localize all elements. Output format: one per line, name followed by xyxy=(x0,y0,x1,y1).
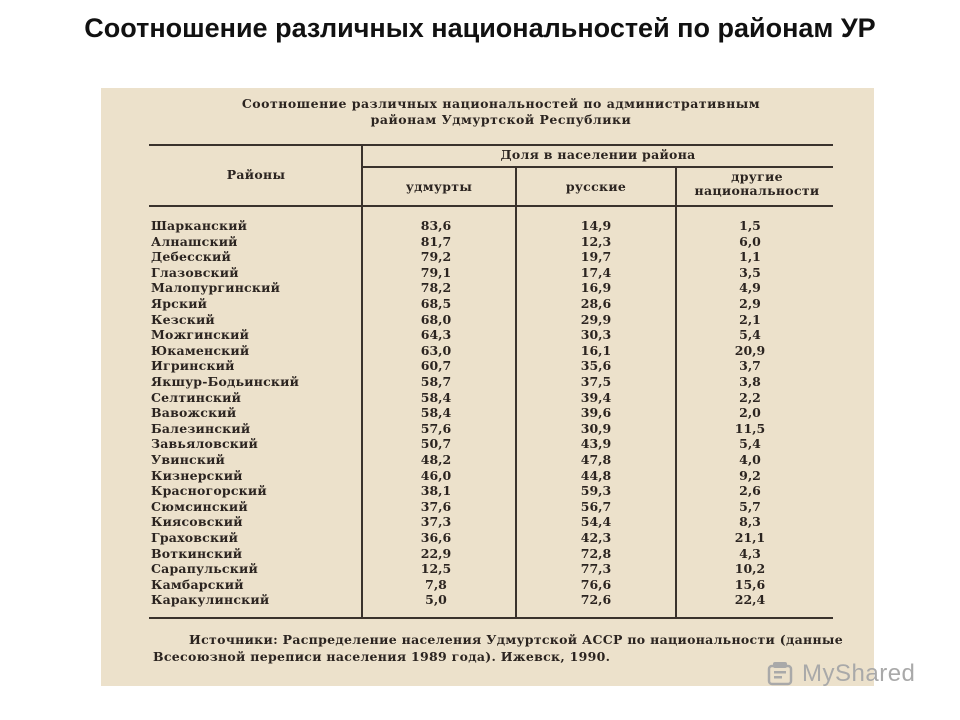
udmurts-share: 60,7 xyxy=(420,358,452,374)
other-share: 4,9 xyxy=(739,280,761,296)
russians-share: 16,1 xyxy=(580,342,612,358)
udmurts-share: 79,1 xyxy=(420,264,452,280)
udmurts-share: 46,0 xyxy=(420,467,452,483)
other-share: 6,0 xyxy=(739,233,761,249)
udmurts-share: 7,8 xyxy=(425,576,447,592)
russians-share: 14,9 xyxy=(580,218,612,233)
russians-share: 44,8 xyxy=(580,467,612,483)
other-share: 9,2 xyxy=(739,467,761,483)
other-share: 5,4 xyxy=(739,327,761,343)
other-share: 20,9 xyxy=(734,342,766,358)
district-name: Кезский xyxy=(151,311,215,327)
other-share: 2,2 xyxy=(739,389,761,405)
udmurts-share: 36,6 xyxy=(420,530,452,545)
district-name: Ярский xyxy=(151,296,208,311)
district-name: Юкаменский xyxy=(151,342,250,358)
russians-share: 29,9 xyxy=(580,311,612,327)
russians-share: 30,3 xyxy=(580,327,612,343)
district-name: Якшур-Бодьинский xyxy=(151,374,300,389)
other-share: 5,4 xyxy=(739,436,761,452)
district-name: Воткинский xyxy=(151,545,243,561)
udmurts-share: 38,1 xyxy=(420,483,452,499)
udmurts-share: 81,7 xyxy=(420,233,452,249)
russians-share: 42,3 xyxy=(580,530,612,545)
russians-share: 72,6 xyxy=(580,592,612,608)
russians-share: 17,4 xyxy=(580,264,612,280)
udmurts-share: 37,6 xyxy=(420,498,452,514)
russians-share: 54,4 xyxy=(580,514,612,530)
table-row xyxy=(101,296,874,312)
district-name: Каракулинский xyxy=(151,592,270,608)
slide-title: Соотношение различных национальностей по районам УР xyxy=(84,13,876,43)
group-header-rule xyxy=(363,166,833,168)
district-name: Малопургинский xyxy=(151,280,281,296)
table-row xyxy=(101,530,874,546)
udmurts-share: 5,0 xyxy=(425,592,447,608)
table-row xyxy=(101,546,874,562)
district-name: Кизнерский xyxy=(151,467,243,483)
header-other-nationalities: другие национальности xyxy=(694,169,820,198)
table-row xyxy=(101,234,874,250)
table-row xyxy=(101,561,874,577)
table-row xyxy=(101,452,874,468)
district-name: Дебесский xyxy=(151,249,231,265)
district-name: Можгинский xyxy=(151,327,250,343)
russians-share: 59,3 xyxy=(580,483,612,499)
udmurts-share: 50,7 xyxy=(420,436,452,452)
table-row xyxy=(101,483,874,499)
udmurts-share: 64,3 xyxy=(420,327,452,343)
table-row xyxy=(101,390,874,406)
header-districts: Районы xyxy=(226,167,286,182)
udmurts-share: 63,0 xyxy=(420,342,452,358)
udmurts-share: 58,4 xyxy=(420,389,452,405)
district-name: Селтинский xyxy=(151,389,242,405)
table-row xyxy=(101,499,874,515)
other-share: 2,9 xyxy=(739,296,761,311)
district-name: Вавожский xyxy=(151,405,237,421)
table-row xyxy=(101,312,874,328)
other-share: 3,5 xyxy=(739,264,761,280)
district-name: Сарапульский xyxy=(151,561,258,577)
district-name: Увинский xyxy=(151,452,226,467)
russians-share: 19,7 xyxy=(580,249,612,265)
table-row xyxy=(101,249,874,265)
header-population-share: Доля в населении района xyxy=(500,147,696,162)
russians-share: 39,4 xyxy=(580,389,612,405)
other-share: 5,7 xyxy=(739,498,761,514)
udmurts-share: 57,6 xyxy=(420,420,452,436)
other-share: 3,8 xyxy=(739,374,761,389)
russians-share: 16,9 xyxy=(580,280,612,296)
russians-share: 30,9 xyxy=(580,420,612,436)
other-share: 22,4 xyxy=(734,592,766,608)
russians-share: 43,9 xyxy=(580,436,612,452)
other-share: 10,2 xyxy=(734,561,766,577)
russians-share: 47,8 xyxy=(580,452,612,467)
other-share: 2,0 xyxy=(739,405,761,421)
district-name: Камбарский xyxy=(151,576,244,592)
udmurts-share: 58,4 xyxy=(420,405,452,421)
table-bottom-rule xyxy=(149,617,833,619)
udmurts-share: 78,2 xyxy=(420,280,452,296)
udmurts-share: 68,0 xyxy=(420,311,452,327)
watermark xyxy=(766,656,915,692)
table-row xyxy=(101,358,874,374)
header-russians: русские xyxy=(565,179,627,194)
table-row xyxy=(101,592,874,608)
table-row xyxy=(101,218,874,234)
table-row xyxy=(101,405,874,421)
udmurts-share: 79,2 xyxy=(420,249,452,265)
other-share: 8,3 xyxy=(739,514,761,530)
table-row xyxy=(101,343,874,359)
district-name: Завьяловский xyxy=(151,436,258,452)
russians-share: 76,6 xyxy=(580,576,612,592)
district-name: Сюмсинский xyxy=(151,498,248,514)
table-row xyxy=(101,514,874,530)
other-share: 1,1 xyxy=(739,249,761,265)
district-name: Шарканский xyxy=(151,218,248,233)
other-share: 2,6 xyxy=(739,483,761,499)
table-row xyxy=(101,374,874,390)
other-share: 11,5 xyxy=(734,420,766,436)
scanned-table-image xyxy=(101,88,874,686)
other-share: 3,7 xyxy=(739,358,761,374)
watermark-text: MyShared xyxy=(802,660,916,687)
russians-share: 39,6 xyxy=(580,405,612,421)
other-share: 15,6 xyxy=(734,576,766,592)
table-row xyxy=(101,280,874,296)
udmurts-share: 48,2 xyxy=(420,452,452,467)
udmurts-share: 12,5 xyxy=(420,561,452,577)
udmurts-share: 37,3 xyxy=(420,514,452,530)
table-row xyxy=(101,327,874,343)
russians-share: 37,5 xyxy=(580,374,612,389)
source-note: Источники: Распределение населения Удмуртской АССР по национальности (данные Всесоюзной переписи населения 1989 года). Ижевск, 1990. xyxy=(153,632,843,664)
udmurts-share: 58,7 xyxy=(420,374,452,389)
other-share: 4,3 xyxy=(739,545,761,561)
other-share: 1,5 xyxy=(739,218,761,233)
district-name: Красногорский xyxy=(151,483,267,499)
table-caption: Соотношение различных национальностей по административным районам Удмуртской Республики xyxy=(241,96,761,127)
russians-share: 12,3 xyxy=(580,233,612,249)
russians-share: 28,6 xyxy=(580,296,612,311)
header-udmurts: удмурты xyxy=(405,179,473,194)
district-name: Глазовский xyxy=(151,264,239,280)
udmurts-share: 22,9 xyxy=(420,545,452,561)
russians-share: 72,8 xyxy=(580,545,612,561)
header-bottom-rule xyxy=(149,205,833,207)
table-row xyxy=(101,577,874,593)
russians-share: 56,7 xyxy=(580,498,612,514)
russians-share: 35,6 xyxy=(580,358,612,374)
udmurts-share: 68,5 xyxy=(420,296,452,311)
table-row xyxy=(101,468,874,484)
udmurts-share: 83,6 xyxy=(420,218,452,233)
other-share: 21,1 xyxy=(734,530,766,545)
table-row xyxy=(101,421,874,437)
table-row xyxy=(101,265,874,281)
district-name: Балезинский xyxy=(151,420,251,436)
table-row xyxy=(101,436,874,452)
russians-share: 77,3 xyxy=(580,561,612,577)
table-top-rule xyxy=(149,144,833,146)
district-name: Игринский xyxy=(151,358,235,374)
myshared-logo-icon xyxy=(766,659,796,689)
district-name: Алнашский xyxy=(151,233,238,249)
district-name: Граховский xyxy=(151,530,239,545)
other-share: 2,1 xyxy=(739,311,761,327)
district-name: Киясовский xyxy=(151,514,243,530)
other-share: 4,0 xyxy=(739,452,761,467)
